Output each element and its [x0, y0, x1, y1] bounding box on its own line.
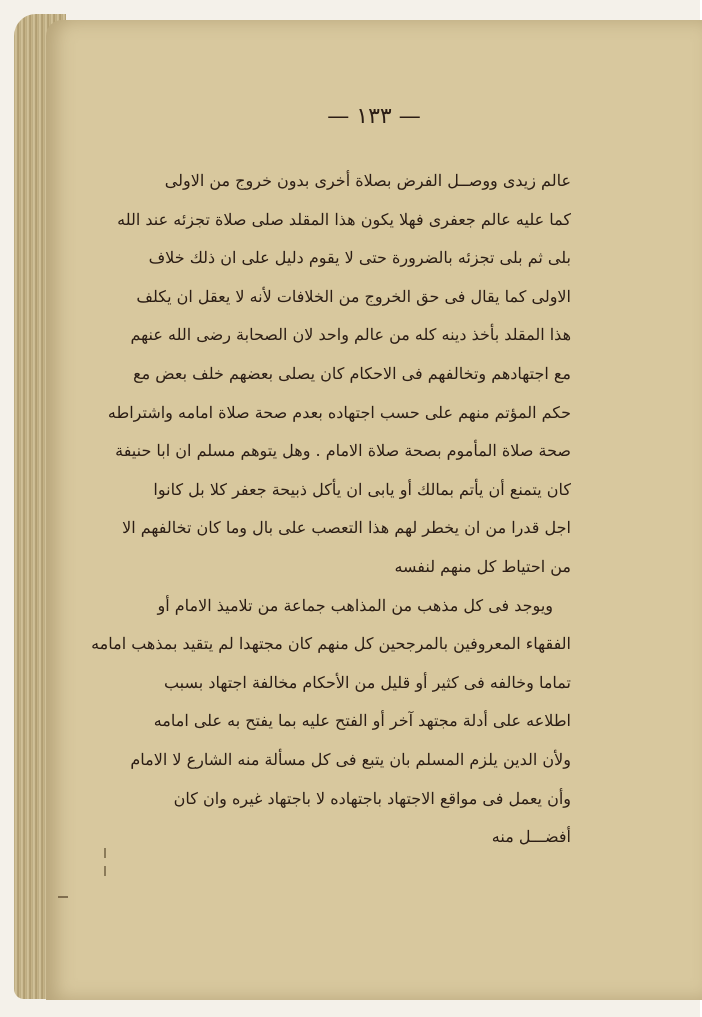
book-page [46, 20, 702, 1000]
text-line: أفضـــل منه [491, 827, 571, 847]
text-line: مع اجتهادهم وتخالفهم فى الاحكام كان يصلى بعضهم خلف بعض مع [133, 363, 571, 383]
text-line: تماما وخالفه فى كثير أو قليل من الأحكام مخالفة اجتهاد بسبب [163, 672, 571, 692]
margin-dash [58, 896, 68, 898]
margin-mark [104, 848, 106, 858]
text-line: وأن يعمل فى مواقع الاجتهاد باجتهاده لا باجتهاد غيره وان كان [173, 788, 571, 808]
text-line: ولأن الدين يلزم المسلم بان يتبع فى كل مسألة منه الشارع لا الامام [130, 749, 571, 769]
text-line: حكم المؤتم منهم على حسب اجتهاده بعدم صحة صلاة امامه واشتراطه [107, 402, 571, 422]
text-line: كما عليه عالم جعفرى فهلا يكون هذا المقلد صلى صلاة تجزئه عند الله [117, 209, 571, 229]
text-line: كان يتمنع أن يأتم بمالك أو يابى ان يأكل ذبيحة جعفر كلا بل كانوا [153, 479, 571, 499]
text-line: ويوجد فى كل مذهب من المذاهب جماعة من تلاميذ الامام أو [157, 595, 553, 615]
text-line: من احتياط كل منهم لنفسه [394, 556, 571, 576]
text-line: هذا المقلد بأخذ دينه كله من عالم واحد لان الصحابة رضى الله عنهم [130, 325, 571, 345]
page-number: — ١٣٣ — [327, 104, 421, 129]
text-line: اطلاعه على أدلة مجتهد آخر أو الفتح عليه بما يفتح به على امامه [153, 711, 571, 731]
margin-mark [104, 866, 106, 876]
text-line: صحة صلاة المأموم بصحة صلاة الامام . وهل يتوهم مسلم ان ابا حنيفة [115, 441, 571, 461]
text-line: الفقهاء المعروفين بالمرجحين كل منهم كان مجتهدا لم يتقيد بمذهب امامه [91, 634, 571, 654]
text-line: بلى ثم بلى تجزئه بالضرورة حتى لا يقوم دليل على ان ذلك خلاف [148, 248, 571, 268]
page-text [91, 162, 571, 857]
text-line: اجل قدرا من ان يخطر لهم هذا التعصب على بال وما كان تخالفهم الا [122, 518, 571, 538]
text-line: الاولى كما يقال فى حق الخروج من الخلافات لأنه لا يعقل ان يكلف [136, 286, 571, 306]
text-line: عالم زيدى ووصــل الفرض بصلاة أخرى بدون خروج من الاولى [164, 171, 571, 190]
